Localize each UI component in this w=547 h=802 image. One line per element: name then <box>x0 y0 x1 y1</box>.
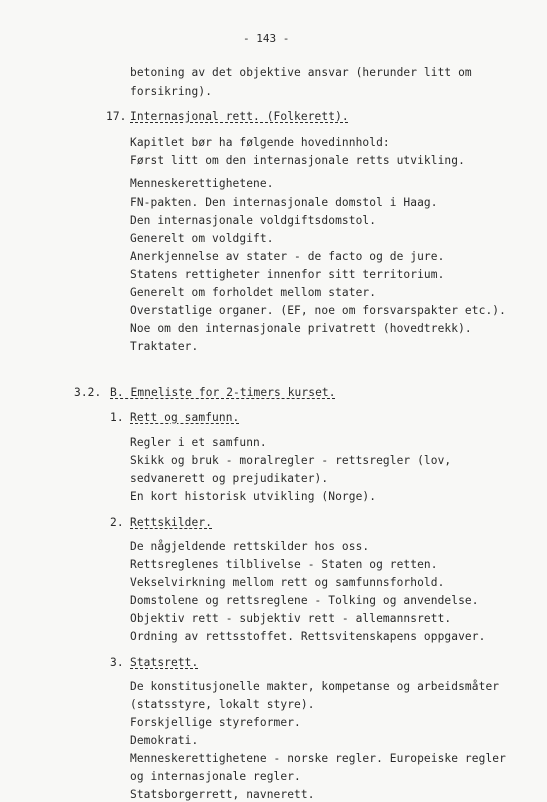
list-item: Rettsreglenes tilblivelse - Staten og retten. <box>130 558 438 571</box>
list-item: De konstitusjonelle makter, kompetanse og arbeidsmåter <box>130 680 500 693</box>
subsection-heading: Statsrett. <box>130 656 199 669</box>
subsection-number: 3. <box>110 656 124 669</box>
subsection-number: 1. <box>110 411 124 424</box>
section-lead-line: Kapitlet bør ha følgende hovedinnhold: <box>130 136 390 149</box>
intro-line: betoning av det objektive ansvar (herunder litt om <box>130 66 472 79</box>
list-item: Skikk og bruk - moralregler - rettsregler (lov, <box>130 454 452 467</box>
list-item: Forskjellige styreformer. <box>130 716 301 729</box>
section-number: 3.2. <box>74 386 102 399</box>
list-item: Vekselvirkning mellom rett og samfunnsforhold. <box>130 576 445 589</box>
list-item: Anerkjennelse av stater - de facto og de jure. <box>130 250 445 263</box>
list-item: Regler i et samfunn. <box>130 436 267 449</box>
section-heading: B. Emneliste for 2-timers kurset. <box>110 386 336 399</box>
list-item: Statens rettigheter innenfor sitt territorium. <box>130 268 445 281</box>
page-number: - 143 - <box>243 32 290 45</box>
list-item: Den internasjonale voldgiftsdomstol. <box>130 214 377 227</box>
list-item: Menneskerettighetene. <box>130 177 274 190</box>
list-item: Objektiv rett - subjektiv rett - allemannsrett. <box>130 612 452 625</box>
list-item: Ordning av rettsstoffet. Rettsvitenskapens oppgaver. <box>130 630 486 643</box>
list-item: Generelt om voldgift. <box>130 232 274 245</box>
list-item: De någjeldende rettskilder hos oss. <box>130 540 370 553</box>
list-item: En kort historisk utvikling (Norge). <box>130 490 377 503</box>
subsection-number: 2. <box>110 516 124 529</box>
list-item: Menneskerettighetene - norske regler. Europeiske regler <box>130 752 506 765</box>
list-item: Demokrati. <box>130 734 199 747</box>
intro-line: forsikring). <box>130 85 213 98</box>
subsection-heading: Rettskilder. <box>130 516 213 529</box>
list-item: Generelt om forholdet mellom stater. <box>130 286 377 299</box>
section-lead-line: Først litt om den internasjonale retts utvikling. <box>130 154 465 167</box>
subsection-heading: Rett og samfunn. <box>130 411 240 424</box>
list-item: Statsborgerrett, navnerett. <box>130 788 315 801</box>
list-item: (statsstyre, lokalt styre). <box>130 698 315 711</box>
list-item: Domstolene og rettsreglene - Tolking og anvendelse. <box>130 594 479 607</box>
section-heading: Internasjonal rett. (Folkerett). <box>130 110 349 123</box>
section-number: 17. <box>106 110 127 123</box>
list-item: FN-pakten. Den internasjonale domstol i Haag. <box>130 196 438 209</box>
list-item: sedvanerett og prejudikater). <box>130 472 329 485</box>
list-item: Traktater. <box>130 340 199 353</box>
list-item: Noe om den internasjonale privatrett (hovedtrekk). <box>130 322 472 335</box>
list-item: og internasjonale regler. <box>130 770 301 783</box>
list-item: Overstatlige organer. (EF, noe om forsvarspakter etc.). <box>130 304 506 317</box>
